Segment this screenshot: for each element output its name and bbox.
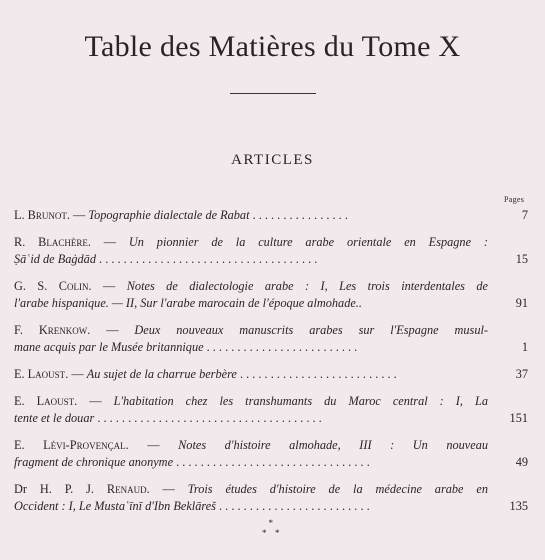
toc-entry-line bbox=[14, 498, 534, 515]
author-initials: E. bbox=[14, 394, 37, 408]
author-initials: G. S. bbox=[14, 279, 59, 293]
leader-dots: . . . . . . . . . . . . . . . . bbox=[249, 208, 348, 222]
leader-dots: . . . . . . . . . . . . . . . . . . . . . . . . . bbox=[203, 340, 358, 354]
svg-text:*: * bbox=[262, 528, 267, 538]
article-title: L'habitation chez les transhumants du Maroc central : I, La bbox=[113, 394, 488, 408]
toc-entry bbox=[14, 207, 534, 224]
toc-list bbox=[14, 207, 534, 525]
article-title: Trois études d'histoire de la médecine arabe en bbox=[187, 482, 488, 496]
article-title-cont: Occident : I, Le Mustaʿīnī d'Ibn Beklāreš bbox=[14, 499, 216, 513]
author-initials: E. bbox=[14, 367, 28, 381]
separator: . — bbox=[65, 367, 87, 381]
leader-dots: . . . . . . . . . . . . . . . . . . . . . . . . . . . . . . . . . . . . bbox=[95, 252, 318, 266]
article-title-cont: fragment de chronique anonyme bbox=[14, 455, 174, 469]
toc-entry bbox=[14, 393, 534, 427]
article-title: Topographie dialectale de Rabat bbox=[88, 208, 250, 222]
toc-entry bbox=[14, 481, 534, 515]
toc-entry-line bbox=[14, 437, 534, 454]
author-name: Brunot bbox=[27, 208, 67, 222]
author-name: Krenkow bbox=[38, 323, 88, 337]
author-name: Colin bbox=[58, 279, 89, 293]
author-initials: R. bbox=[14, 235, 39, 249]
author-initials: E. bbox=[14, 438, 44, 452]
pages-column-label: Pages bbox=[504, 195, 525, 204]
title-divider bbox=[230, 93, 316, 94]
separator: . — bbox=[125, 438, 179, 452]
separator: . — bbox=[66, 208, 89, 222]
article-title: Au sujet de la charrue berbère bbox=[86, 367, 237, 381]
toc-entry bbox=[14, 366, 534, 383]
toc-entry-line bbox=[14, 410, 534, 427]
toc-entry bbox=[14, 437, 534, 471]
toc-entry bbox=[14, 278, 534, 312]
toc-entry-line bbox=[14, 454, 534, 471]
asterism-icon bbox=[258, 517, 288, 543]
page-title: Table des Matières du Tome X bbox=[84, 30, 461, 63]
article-title-cont: tente et le douar bbox=[14, 411, 95, 425]
author-name: Lévi-Provençal bbox=[43, 438, 126, 452]
svg-text:*: * bbox=[268, 518, 273, 528]
article-title: Deux nouveaux manuscrits arabes sur l'Espagne musul- bbox=[134, 323, 488, 337]
toc-entry-line bbox=[14, 295, 534, 312]
separator: . — bbox=[87, 323, 135, 337]
article-title-cont: Ṣāʿid de Baġdād bbox=[14, 252, 96, 266]
page-number: 49 bbox=[515, 455, 528, 469]
author-name: Renaud bbox=[106, 482, 147, 496]
toc-entry bbox=[14, 322, 534, 356]
section-heading: ARTICLES bbox=[231, 152, 314, 168]
toc-entry bbox=[14, 234, 534, 268]
author-initials: Dr H. P. J. bbox=[14, 482, 107, 496]
separator: . — bbox=[87, 235, 129, 249]
svg-text:*: * bbox=[275, 528, 280, 538]
toc-entry-line bbox=[14, 366, 534, 383]
separator: . — bbox=[88, 279, 127, 293]
toc-entry-line bbox=[14, 251, 534, 268]
author-initials: F. bbox=[14, 323, 39, 337]
leader-dots: . . . . . . . . . . . . . . . . . . . . . . . . . . bbox=[236, 367, 397, 381]
toc-entry-line bbox=[14, 234, 534, 251]
leader-dots: . . . . . . . . . . . . . . . . . . . . . . . . . . . . . . . . bbox=[173, 455, 370, 469]
toc-entry-line bbox=[14, 339, 534, 356]
leader-dots: . . . . . . . . . . . . . . . . . . . . . . . . . . . . . . . . . . . . . bbox=[94, 411, 322, 425]
page-number: 135 bbox=[509, 499, 528, 513]
page-number: 37 bbox=[515, 367, 528, 381]
page-number: 151 bbox=[509, 411, 528, 425]
toc-entry-line bbox=[14, 207, 534, 224]
article-title: Notes de dialectologie arabe : I, Les trois interdentales de bbox=[126, 279, 488, 293]
toc-entry-line bbox=[14, 393, 534, 410]
toc-entry-line bbox=[14, 322, 534, 339]
author-initials: L. bbox=[14, 208, 28, 222]
article-title-cont: mane acquis par le Musée britannique bbox=[14, 340, 204, 354]
toc-entry-line bbox=[14, 481, 534, 498]
leader-dots: . . . . . . . . . . . . . . . . . . . . . . . . . bbox=[215, 499, 370, 513]
article-title: Notes d'histoire almohade, III : Un nouveau bbox=[178, 438, 488, 452]
article-title: Un pionnier de la culture arabe orientale en Espagne : bbox=[128, 235, 488, 249]
author-name: Laoust bbox=[36, 394, 75, 408]
page-number: 15 bbox=[515, 252, 528, 266]
article-title-cont: l'arabe hispanique. — II, Sur l'arabe marocain de l'époque almohade.. bbox=[14, 296, 362, 310]
separator: . — bbox=[146, 482, 188, 496]
page-number: 91 bbox=[515, 296, 528, 310]
page-number: 7 bbox=[521, 208, 528, 222]
toc-entry-line bbox=[14, 278, 534, 295]
page-number: 1 bbox=[521, 340, 528, 354]
separator: . — bbox=[74, 394, 114, 408]
author-name: Blachère bbox=[38, 235, 88, 249]
author-name: Laoust bbox=[27, 367, 66, 381]
